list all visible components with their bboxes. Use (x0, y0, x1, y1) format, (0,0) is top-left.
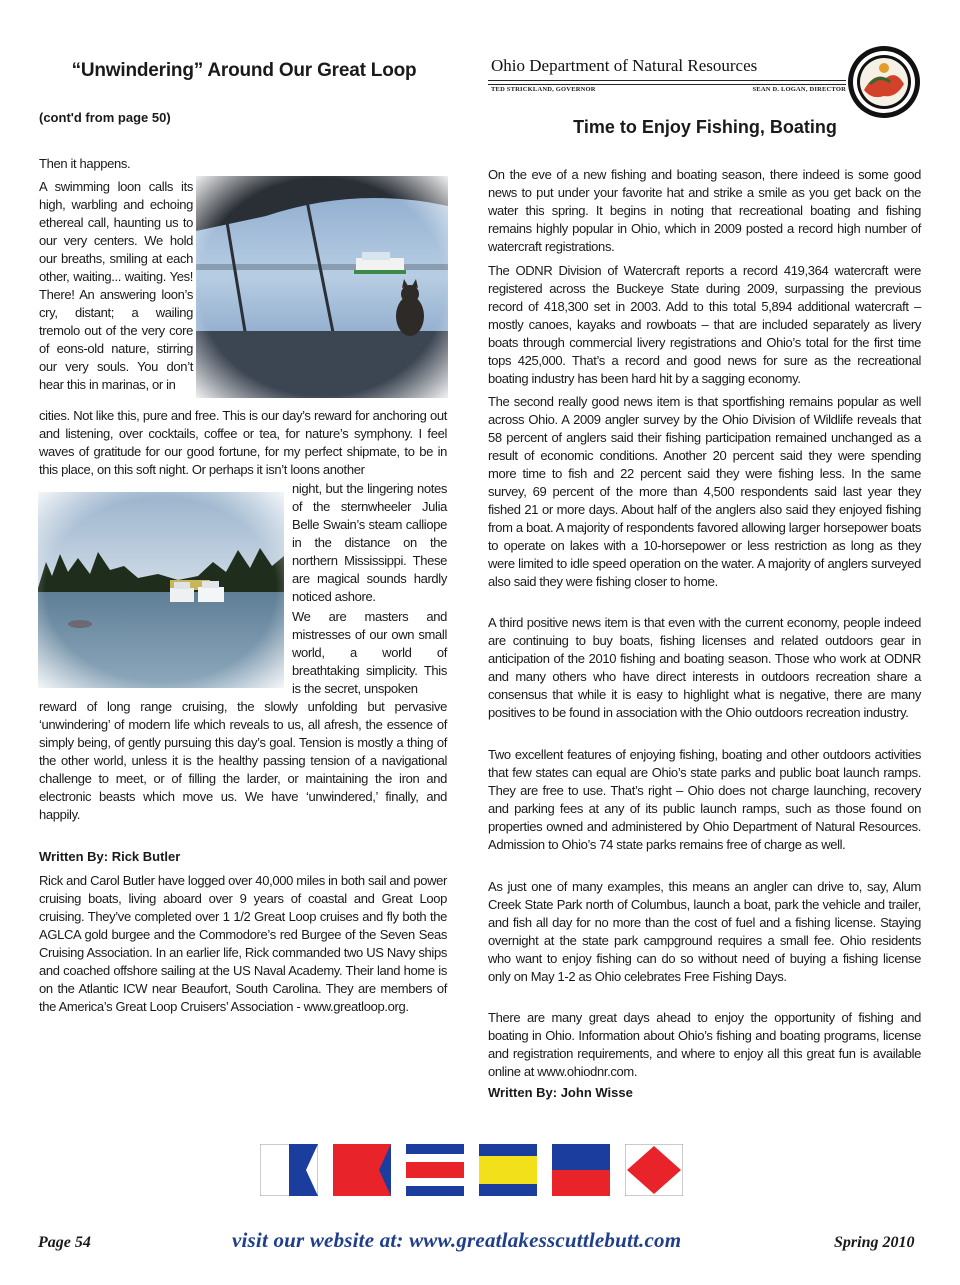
paragraph: As just one of many examples, this means an angler can drive to, say, Alum Creek State Park north of Columbus, launch a boat, park the vehicle and trailer, and fish all day for no more than the cost of fuel and a fishing license. Staying overnight at the state park campground requires a small fee. Ohio residents who want to enjoy fishing can do so without need of buying a fishing license only on May 1-2 as Ohio celebrates Free Fishing Days. (488, 879, 921, 984)
paragraph: reward of long range cruising, the slowly unfolding but pervasive ‘unwindering’ of modern life which reveals to us, all afresh, the essence of simply being, of gently pursuing this day’s goal. Tension is mostly a thing of the other world, unless it is the healthy passing tension of a navigational challenge to meet, or of filling the larder, or maintaining the iron and electronic beasts which move us. We have ‘unwindered,’ finally, and happily. (39, 699, 447, 822)
page-number: Page 54 (38, 1234, 91, 1251)
flag-c-icon (406, 1144, 464, 1196)
governor-line: TED STRICKLAND, GOVERNOR (491, 86, 596, 93)
article-title: Time to Enjoy Fishing, Boating (573, 117, 837, 137)
paragraph: cities. Not like this, pure and free. This is our day’s reward for anchoring out and listening, over cocktails, coffee or tea, for nature’s symphony. I feel waves of gratitude for our good fortune, for my perfect shipmate, to be in this place, on this soft night. Or perhaps it isn’t loons another (39, 408, 447, 477)
flag-k-icon (333, 1144, 391, 1196)
divider (488, 80, 846, 85)
signal-flags (260, 1144, 688, 1200)
article-title: “Unwindering” Around Our Great Loop (71, 60, 417, 81)
paragraph: night, but the lingering notes of the sternwheeler Julia Belle Swain’s steam calliope in the distance on the northern Mississippi. These are magical sounds hardly noticed ashore. (292, 481, 447, 604)
flag-d-icon (479, 1144, 537, 1196)
paragraph: There are many great days ahead to enjoy the opportunity of fishing and boating in Ohio. Information about Ohio’s fishing and boating programs, license and registration requirements, and where to enjoy all this great fun is available online at www.ohiodnr.com. (488, 1010, 921, 1079)
continued-note: (cont'd from page 50) (39, 110, 171, 125)
byline: Written By: Rick Butler (39, 849, 181, 864)
paragraph: The ODNR Division of Watercraft reports a record 419,364 watercraft were registered across the Buckeye State during 2009, surpassing the previous record of 418,300 set in 2003. Add to this total 5,894 additional watercraft – mostly canoes, kayaks and rowboats – that are included separately as livery boats through commercial livery registrations and Ohio’s total for the first time tops 425,000. That’s a record and good news for sure as the recreational boating industry has been hard hit by a sagging economy. (488, 263, 921, 386)
paragraph: A swimming loon calls its high, warbling and echoing ethereal call, haunting us to our very centers. We hold our breaths, smiling at each other, waiting... waiting. Yes! There! An answering loon’s cry, distant; a wailing tremolo out of the very core of eons-old nature, stirring our very souls. You don’t hear this in marinas, or in (39, 179, 193, 392)
paragraph: On the eve of a new fishing and boating season, there indeed is some good news to put under your favorite hat and strike a smile as you get back on the water this spring. It begins in noting that recreational boating and fishing remains highly popular in Ohio, which in 2009 posted a record high number of watercraft registrations. (488, 167, 921, 254)
odnr-seal-icon (846, 44, 922, 120)
paragraph: Two excellent features of enjoying fishing, boating and other outdoors activities that few states can equal are Ohio’s state parks and public boat launch ramps. They are free to use. That’s right – Ohio does not charge launching, recovery and parking fees at any of its public launch ramps, such as those found on properties owned and administered by Ohio Department of Natural Resources. Admission to Ohio’s 74 state parks remains free of charge as well. (488, 747, 921, 852)
paragraph: Then it happens. (39, 156, 131, 171)
author-bio: Rick and Carol Butler have logged over 40,000 miles in both sail and power cruising boats, living aboard over 9 years of coastal and Great Loop cruising. They’ve completed over 1 1/2 Great Loop cruises and fly both the AGLCA gold burgee and the Commodore’s red Burgee of the Seven Seas Cruising Association. In an earlier life, Rick commanded two US Navy ships and coached offshore sailing at the US Naval Academy. Their land home is on the Atlantic ICW near Beaufort, South Carolina. They are members of the America’s Great Loop Cruisers’ Association - www.greatloop.org. (39, 873, 447, 1014)
paragraph: We are masters and mistresses of our own small world, a world of breathtaking simplicity. This is the secret, unspoken (292, 609, 447, 696)
flag-f-icon (625, 1144, 683, 1196)
website-link[interactable]: visit our website at: www.greatlakesscuttlebutt.com (232, 1228, 682, 1252)
odnr-letterhead (488, 52, 848, 96)
flag-e-icon (552, 1144, 610, 1196)
byline: Written By: John Wisse (488, 1085, 633, 1100)
boat-cat-photo (196, 176, 448, 398)
odnr-name: Ohio Department of Natural Resources (491, 56, 758, 75)
anchored-boats-photo (38, 492, 284, 688)
flag-a-icon (260, 1144, 318, 1196)
paragraph: A third positive news item is that even with the current economy, people indeed are continuing to buy boats, fishing licenses and related outdoors gear in anticipation of the 2010 fishing and boating season. Those who work at ODNR and many others who have direct interests in outdoors recreation share a consensus that while it is easy to highlight what is negative, there are many positives to be found in association with the Ohio outdoors recreation industry. (488, 615, 921, 720)
issue-label: Spring 2010 (834, 1234, 915, 1251)
paragraph: The second really good news item is that sportfishing remains popular as well across Ohio. A 2009 angler survey by the Ohio Division of Wildlife reveals that 58 percent of anglers said their fishing participation remained unchanged as a result of economic conditions. Another 20 percent said they were spending more time to fish and 22 percent said they were fishing less. In the same survey, 69 percent of the more than 4,500 respondents said last year they fished 21 or more days. About half of the anglers also said they enjoyed fishing from a boat. A majority of respondents favored allowing larger horsepower boats to operate on lakes with a 10-horsepower or less restriction as long as they were limited to idle speed operation on the water. A majority of anglers surveyed also said they were fishing closer to home. (488, 394, 921, 589)
director-line: SEAN D. LOGAN, DIRECTOR (752, 86, 846, 93)
